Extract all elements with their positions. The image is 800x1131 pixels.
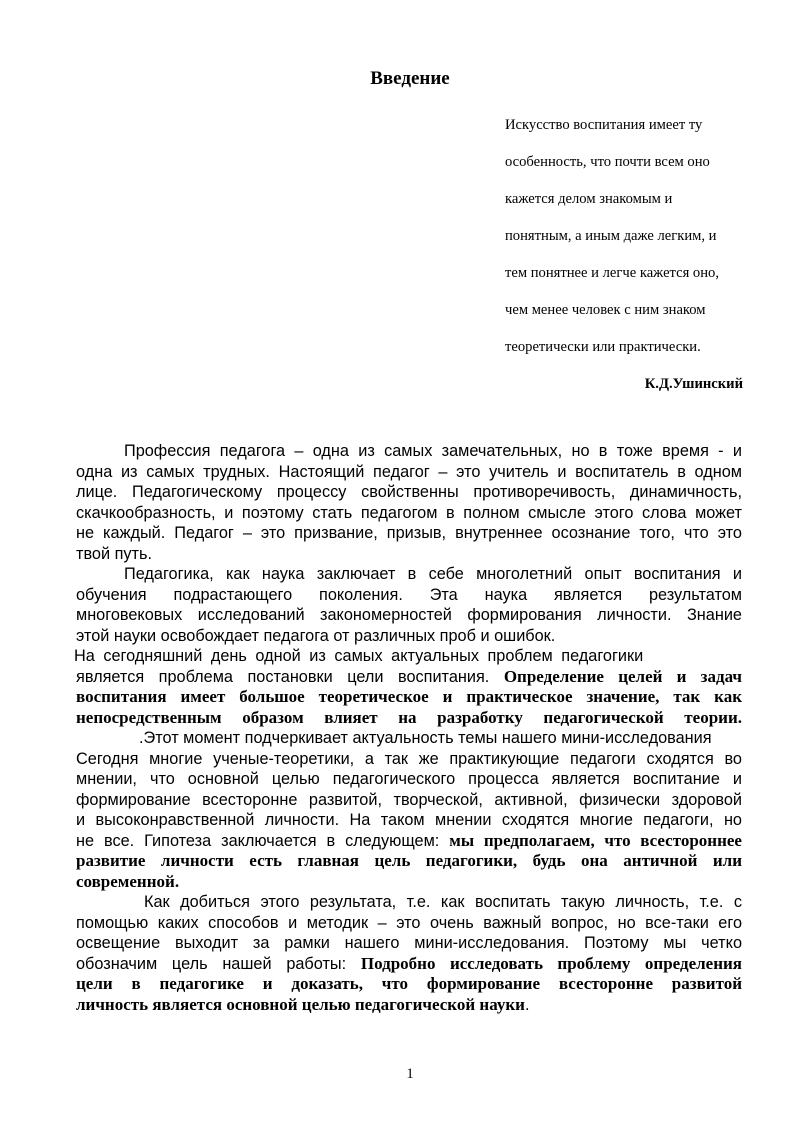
epigraph-line: теоретически или практически. bbox=[505, 339, 701, 355]
paragraph-text: является проблема постановки цели воспитания. bbox=[76, 667, 504, 686]
emphasis-text: личность является основной целью педагогической науки bbox=[76, 994, 525, 1014]
paragraph-text: . bbox=[524, 995, 530, 1014]
paragraph-line bbox=[76, 667, 742, 688]
epigraph-line: понятным, а иным даже легким, и bbox=[505, 228, 717, 244]
epigraph-line: Искусство воспитания имеет ту bbox=[505, 117, 703, 133]
paragraph-line: этой науки освобождает педагога от различных проб и ошибок. bbox=[76, 626, 556, 645]
paragraph-line: Профессия педагога – одна из самых замечательных, но в тоже время - и bbox=[124, 442, 742, 460]
paragraph-text: обозначим цель нашей работы: bbox=[76, 954, 361, 973]
paragraph-line: .Этот момент подчеркивает актуальность темы нашего мини-исследования bbox=[139, 729, 712, 747]
paragraph-line: Сегодня многие ученые-теоретики, а так же практикующие педагоги сходятся во bbox=[76, 749, 742, 768]
paragraph-text: не все. Гипотеза заключается в следующем: bbox=[76, 831, 450, 850]
paragraph-line: обучения подрастающего поколения. Эта наука является результатом bbox=[76, 585, 742, 604]
paragraph-line: многовековых исследований закономерностей формирования личности. Знание bbox=[76, 606, 742, 624]
paragraph-line: лице. Педагогическому процессу свойственны противоречивость, динамичность, bbox=[76, 483, 742, 501]
epigraph-line: чем менее человек с ним знаком bbox=[505, 302, 706, 318]
paragraph-line bbox=[74, 646, 742, 667]
emphasis-line: непосредственным образом влияет на разработку педагогической теории. bbox=[76, 707, 742, 727]
paragraph-line: и высоконравственной личности. На таком мнении сходятся многие педагоги, но bbox=[76, 811, 742, 829]
paragraph-line: не каждый. Педагог – это призвание, призыв, внутреннее осознание того, что это bbox=[76, 524, 742, 542]
paragraph-line bbox=[76, 995, 742, 1016]
paragraph-text: На сегодняшний день одной из самых актуальных проблем педагогики bbox=[74, 647, 644, 665]
paragraph-line: помощью каких способов и методик – это очень важный вопрос, но все-таки его bbox=[76, 913, 742, 932]
emphasis-line: развитие личности есть главная цель педагогики, будь она античной или bbox=[76, 851, 742, 870]
paragraph-line: формирование всесторонне развитой, творческой, активной, физически здоровой bbox=[76, 790, 742, 809]
page-number: 1 bbox=[406, 1066, 414, 1082]
emphasis-text: мы предполагаем, что всестороннее bbox=[449, 830, 742, 850]
paragraph-line bbox=[76, 831, 742, 852]
paragraph-line: Педагогика, как наука заключает в себе многолетний опыт воспитания и bbox=[124, 565, 742, 583]
paragraph-line: мнении, что основной целью педагогического процесса является воспитание и bbox=[76, 770, 742, 788]
paragraph-line bbox=[76, 954, 742, 975]
epigraph-author: К.Д.Ушинский bbox=[644, 376, 743, 392]
body-text bbox=[76, 441, 742, 1015]
paragraph-line: скачкообразность, и поэтому стать педагогом в полном смысле этого слова может bbox=[76, 503, 742, 522]
epigraph bbox=[505, 107, 755, 366]
page-title: Введение bbox=[370, 68, 450, 89]
epigraph-line: тем понятнее и легче кажется оно, bbox=[505, 265, 719, 281]
paragraph-line: одна из самых трудных. Настоящий педагог – это учитель и воспитатель в одном bbox=[76, 462, 742, 481]
epigraph-line: особенность, что почти всем оно bbox=[505, 154, 710, 170]
paragraph-line: освещение выходит за рамки нашего мини-исследования. Поэтому мы четко bbox=[76, 934, 742, 952]
emphasis-line: современной. bbox=[76, 871, 180, 891]
paragraph-line: твой путь. bbox=[76, 544, 153, 563]
epigraph-line: кажется делом знакомым и bbox=[505, 191, 673, 207]
emphasis-line: цели в педагогике и доказать, что формирование всесторонне развитой bbox=[76, 974, 742, 993]
emphasis-text: Подробно исследовать проблему определения bbox=[360, 953, 742, 973]
emphasis-text: Определение целей и задач bbox=[503, 666, 742, 686]
emphasis-line: воспитания имеет большое теоретическое и практическое значение, так как bbox=[76, 687, 742, 706]
paragraph-line: Как добиться этого результата, т.е. как воспитать такую личность, т.е. с bbox=[144, 893, 742, 911]
